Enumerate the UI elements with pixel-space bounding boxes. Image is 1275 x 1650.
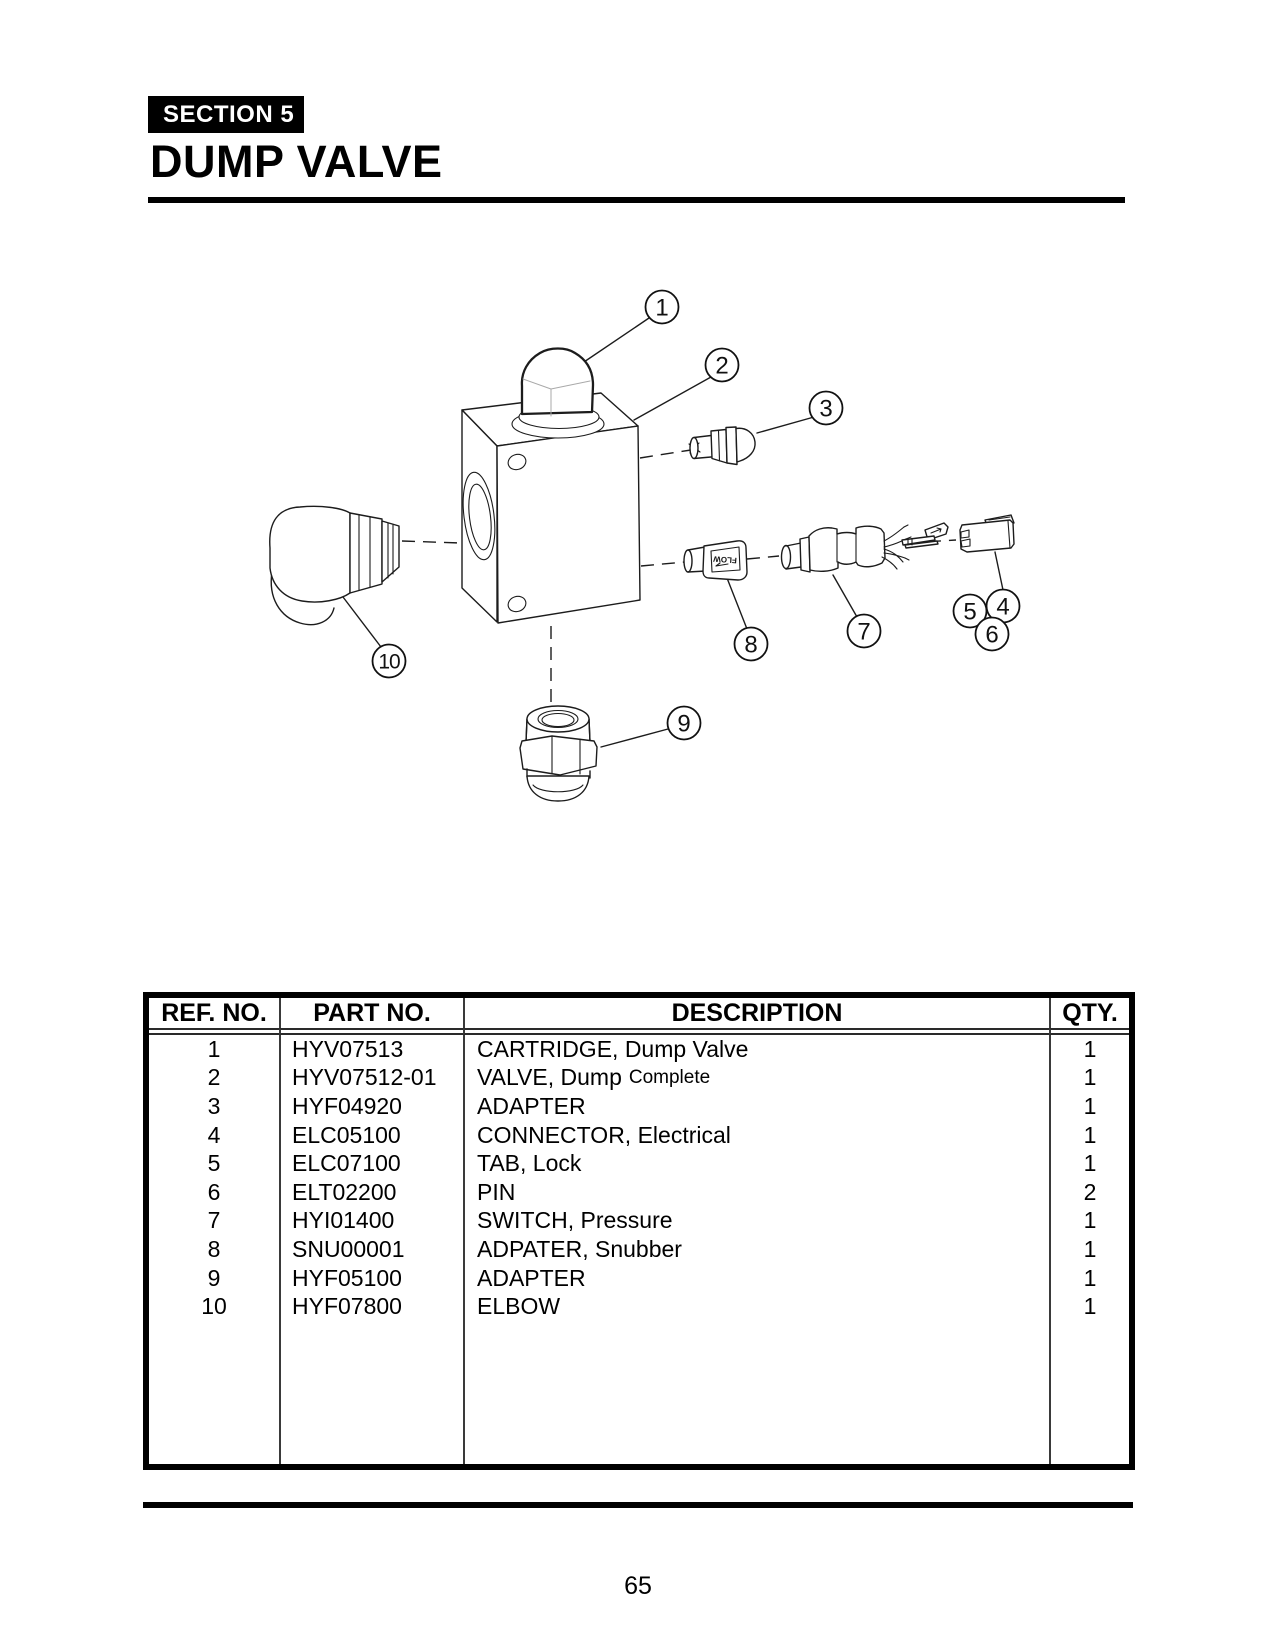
callout-2 — [706, 349, 739, 382]
adapter-fitting — [689, 427, 755, 465]
row-7-desc: SWITCH, Pressure — [463, 1207, 1049, 1236]
row-6-qty: 2 — [1049, 1178, 1129, 1207]
row-3-part: HYF04920 — [279, 1092, 463, 1121]
row-10-ref: 10 — [201, 1293, 227, 1320]
row-2-qty: 1 — [1049, 1064, 1129, 1093]
row-2-ref: 2 — [207, 1064, 221, 1091]
svg-text:2: 2 — [715, 352, 729, 380]
electrical-connector — [960, 515, 1014, 552]
callout-1 — [646, 291, 679, 324]
filler-cell — [463, 1321, 1049, 1464]
row-3-desc: ADAPTER — [463, 1092, 1049, 1121]
row-2-part: HYV07512-01 — [279, 1064, 463, 1093]
row-5-desc: TAB, Lock — [463, 1149, 1049, 1178]
row-10-desc: ELBOW — [463, 1292, 1049, 1321]
callout-7 — [848, 615, 881, 648]
row-4-qty: 1 — [1049, 1121, 1129, 1150]
callout-3 — [810, 392, 843, 425]
row-9-qty: 1 — [1049, 1264, 1129, 1293]
header-divider — [149, 1028, 279, 1035]
row-8-desc: ADPATER, Snubber — [463, 1235, 1049, 1264]
svg-text:6: 6 — [985, 621, 999, 649]
callout-10 — [373, 645, 406, 678]
filler-cell — [279, 1321, 463, 1464]
row-6-part: ELT02200 — [279, 1178, 463, 1207]
header-divider — [463, 1028, 1049, 1035]
page-number: 65 — [624, 1572, 652, 1600]
page-title: DUMP VALVE — [150, 136, 443, 187]
row-3-ref: 3 — [207, 1092, 221, 1119]
bottom-adapter — [520, 706, 597, 801]
svg-text:5: 5 — [963, 598, 977, 626]
row-1-desc: CARTRIDGE, Dump Valve — [463, 1035, 1049, 1064]
svg-text:3: 3 — [819, 395, 833, 423]
row-10-part: HYF07800 — [279, 1292, 463, 1321]
svg-text:9: 9 — [677, 710, 691, 738]
section-label: SECTION 5 — [148, 96, 304, 133]
callout-9 — [668, 707, 701, 740]
pressure-switch — [782, 525, 912, 572]
filler-cell — [149, 1321, 279, 1464]
header-divider — [1049, 1028, 1129, 1035]
row-9-ref: 9 — [207, 1264, 221, 1291]
svg-text:7: 7 — [857, 618, 871, 646]
row-4-part: ELC05100 — [279, 1121, 463, 1150]
svg-text:10: 10 — [378, 650, 400, 674]
row-8-ref: 8 — [207, 1235, 221, 1262]
callout-8 — [735, 628, 768, 661]
row-1-qty: 1 — [1049, 1035, 1129, 1064]
elbow — [270, 506, 399, 624]
svg-text:8: 8 — [744, 631, 758, 659]
footer-rule — [143, 1502, 1133, 1508]
col-header-part: PART NO. — [279, 998, 463, 1028]
header-divider — [279, 1028, 463, 1035]
row-7-part: HYI01400 — [279, 1207, 463, 1236]
row-5-qty: 1 — [1049, 1149, 1129, 1178]
pins — [902, 536, 938, 548]
row-4-ref: 4 — [207, 1121, 221, 1148]
parts-table — [143, 992, 1135, 1470]
row-8-qty: 1 — [1049, 1235, 1129, 1264]
row-10-qty: 1 — [1049, 1292, 1129, 1321]
row-7-qty: 1 — [1049, 1207, 1129, 1236]
callout-6 — [976, 618, 1009, 651]
row-1-part: HYV07513 — [279, 1035, 463, 1064]
row-5-ref: 5 — [207, 1150, 221, 1177]
row-9-part: HYF05100 — [279, 1264, 463, 1293]
row-9-desc: ADAPTER — [463, 1264, 1049, 1293]
row-3-qty: 1 — [1049, 1092, 1129, 1121]
row-5-part: ELC07100 — [279, 1149, 463, 1178]
svg-text:4: 4 — [996, 593, 1010, 621]
row-1-ref: 1 — [207, 1035, 221, 1062]
row-7-ref: 7 — [207, 1207, 221, 1234]
row-6-desc: PIN — [463, 1178, 1049, 1207]
row-6-ref: 6 — [207, 1178, 221, 1205]
col-header-ref: REF. NO. — [161, 998, 267, 1027]
row-8-part: SNU00001 — [279, 1235, 463, 1264]
row-2-desc: VALVE, Dump Complete — [463, 1064, 1049, 1093]
svg-text:1: 1 — [655, 294, 669, 322]
row-4-desc: CONNECTOR, Electrical — [463, 1121, 1049, 1150]
col-header-qty: QTY. — [1049, 998, 1129, 1028]
flow-label: FLOW — [712, 554, 738, 565]
leader-lines — [343, 318, 1003, 747]
cartridge-plug — [512, 349, 604, 439]
filler-cell — [1049, 1321, 1129, 1464]
snubber-adapter — [684, 541, 747, 580]
col-header-desc: DESCRIPTION — [463, 998, 1049, 1028]
